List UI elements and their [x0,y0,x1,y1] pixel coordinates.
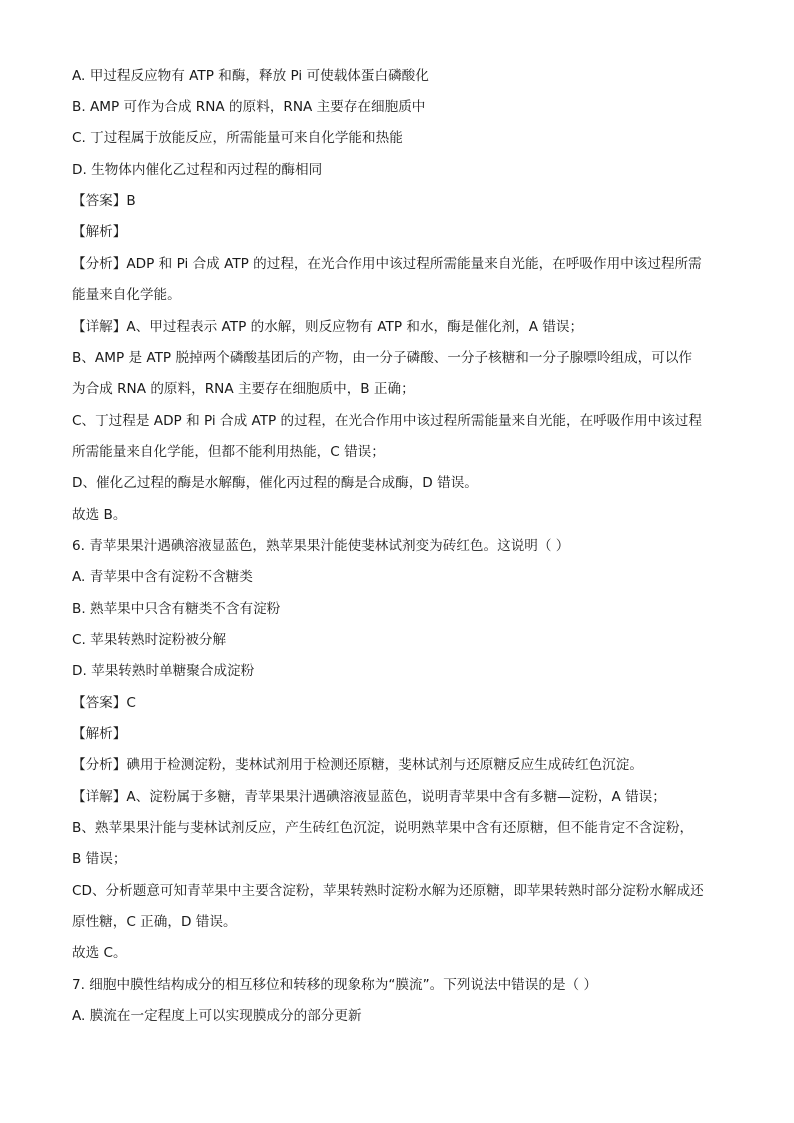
detail-cd-q6: CD、分析题意可知青苹果中主要含淀粉，苹果转熟时淀粉水解为还原糖，即苹果转熟时部分淀粉水解成还 [72,883,704,899]
detail-cd-q6-cont: 原性糖，C 正确，D 错误。 [72,914,237,930]
option-a-q7: A. 膜流在一定程度上可以实现膜成分的部分更新 [72,1008,362,1024]
option-c-q5: C. 丁过程属于放能反应，所需能量可来自化学能和热能 [72,130,403,146]
detail-a-q5: 【详解】A、甲过程表示 ATP 的水解，则反应物有 ATP 和水，酶是催化剂，A 错误； [72,319,584,335]
analysis-heading-q6: 【解析】 [72,726,127,742]
option-d-q6: D. 苹果转熟时单糖聚合成淀粉 [72,663,255,679]
option-d-q5: D. 生物体内催化乙过程和丙过程的酶相同 [72,162,323,178]
option-a-q6: A. 青苹果中含有淀粉不含糖类 [72,569,253,585]
detail-a-q6: 【详解】A、淀粉属于多糖，青苹果果汁遇碘溶液显蓝色，说明青苹果中含有多糖—淀粉，A 错误； [72,789,666,805]
answer-q5: 【答案】B [72,193,136,209]
analysis-text-q5-cont: 能量来自化学能。 [72,287,181,303]
conclusion-q5: 故选 B。 [72,507,127,523]
question-6-stem: 6. 青苹果果汁遇碘溶液显蓝色，熟苹果果汁能使斐林试剂变为砖红色。这说明（ ） [72,538,570,554]
answer-q6: 【答案】C [72,695,136,711]
conclusion-q6: 故选 C。 [72,945,127,961]
detail-b-q5-cont: 为合成 RNA 的原料，RNA 主要存在细胞质中，B 正确； [72,381,415,397]
detail-d-q5: D、催化乙过程的酶是水解酶，催化丙过程的酶是合成酶，D 错误。 [72,475,478,491]
option-c-q6: C. 苹果转熟时淀粉被分解 [72,632,227,648]
option-b-q5: B. AMP 可作为合成 RNA 的原料，RNA 主要存在细胞质中 [72,99,426,115]
detail-b-q5: B、AMP 是 ATP 脱掉两个磷酸基团后的产物，由一分子磷酸、一分子核糖和一分子腺嘌呤组成，可以作 [72,350,693,366]
analysis-text-q5: 【分析】ADP 和 Pi 合成 ATP 的过程，在光合作用中该过程所需能量来自光能，在呼吸作用中该过程所需 [72,256,702,272]
detail-b-q6: B、熟苹果果汁能与斐林试剂反应，产生砖红色沉淀，说明熟苹果中含有还原糖，但不能肯定不含淀粉， [72,820,694,836]
detail-c-q5-cont: 所需能量来自化学能，但都不能利用热能，C 错误； [72,444,385,460]
option-b-q6: B. 熟苹果中只含有糖类不含有淀粉 [72,601,281,617]
analysis-text-q6: 【分析】碘用于检测淀粉，斐林试剂用于检测还原糖，斐林试剂与还原糖反应生成砖红色沉淀。 [72,757,643,773]
detail-b-q6-cont: B 错误； [72,851,127,867]
detail-c-q5: C、丁过程是 ADP 和 Pi 合成 ATP 的过程，在光合作用中该过程所需能量来自光能，在呼吸作用中该过程 [72,413,702,429]
question-7-stem: 7. 细胞中膜性结构成分的相互移位和转移的现象称为“膜流”。下列说法中错误的是（ ） [72,977,598,993]
analysis-heading-q5: 【解析】 [72,224,127,240]
option-a-q5: A. 甲过程反应物有 ATP 和酶，释放 Pi 可使载体蛋白磷酸化 [72,68,429,84]
